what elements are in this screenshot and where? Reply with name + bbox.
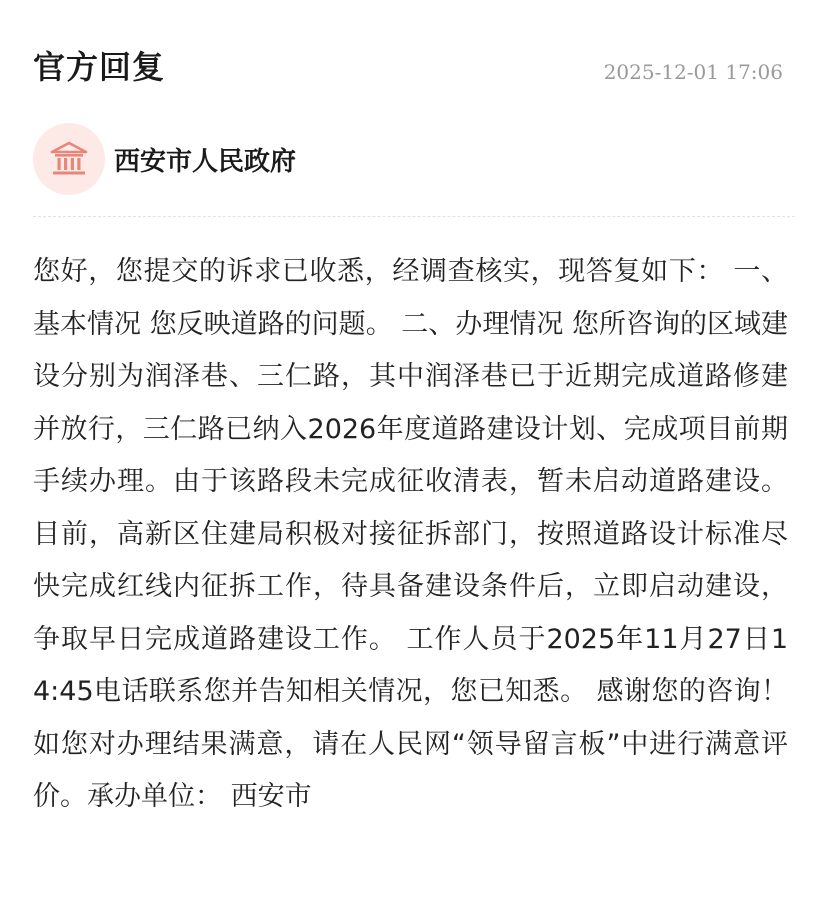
org-name: 西安市人民政府 <box>114 147 297 177</box>
divider <box>33 216 795 217</box>
org-avatar <box>33 123 105 195</box>
section-title: 官方回复 <box>33 48 166 86</box>
org-info[interactable] <box>33 123 783 195</box>
government-building-icon <box>49 139 89 179</box>
text-fade-overlay <box>568 839 828 899</box>
reply-timestamp: 2025-12-01 17:06 <box>603 60 783 84</box>
reply-header <box>33 40 783 90</box>
reply-body: 您好，您提交的诉求已收悉，经调查核实，现答复如下： 一、基本情况 您反映道路的问题。 二、办理情况 您所咨询的区域建设分别为润泽巷、三仁路，其中润泽巷已于近期完成道路修建并放行，三仁路已纳入2026年度道路建设计划、完成项目前期手续办理。由于该路段未完成征收清表，暂未启动道路建设。目前，高新区住建局积极对接征拆部门，按照道路设计标准尽快完成红线内征拆工作，待具备建设条件后，立即启动建设，争取早日完成道路建设工作。 工作人员于2025年11月27日14:45电话联系您并告知相关情况，您已知悉。 感谢您的咨询！如您对办理结果满意，请在人民网“领导留言板”中进行满意评价。承办单位： 西安市 <box>33 256 788 812</box>
